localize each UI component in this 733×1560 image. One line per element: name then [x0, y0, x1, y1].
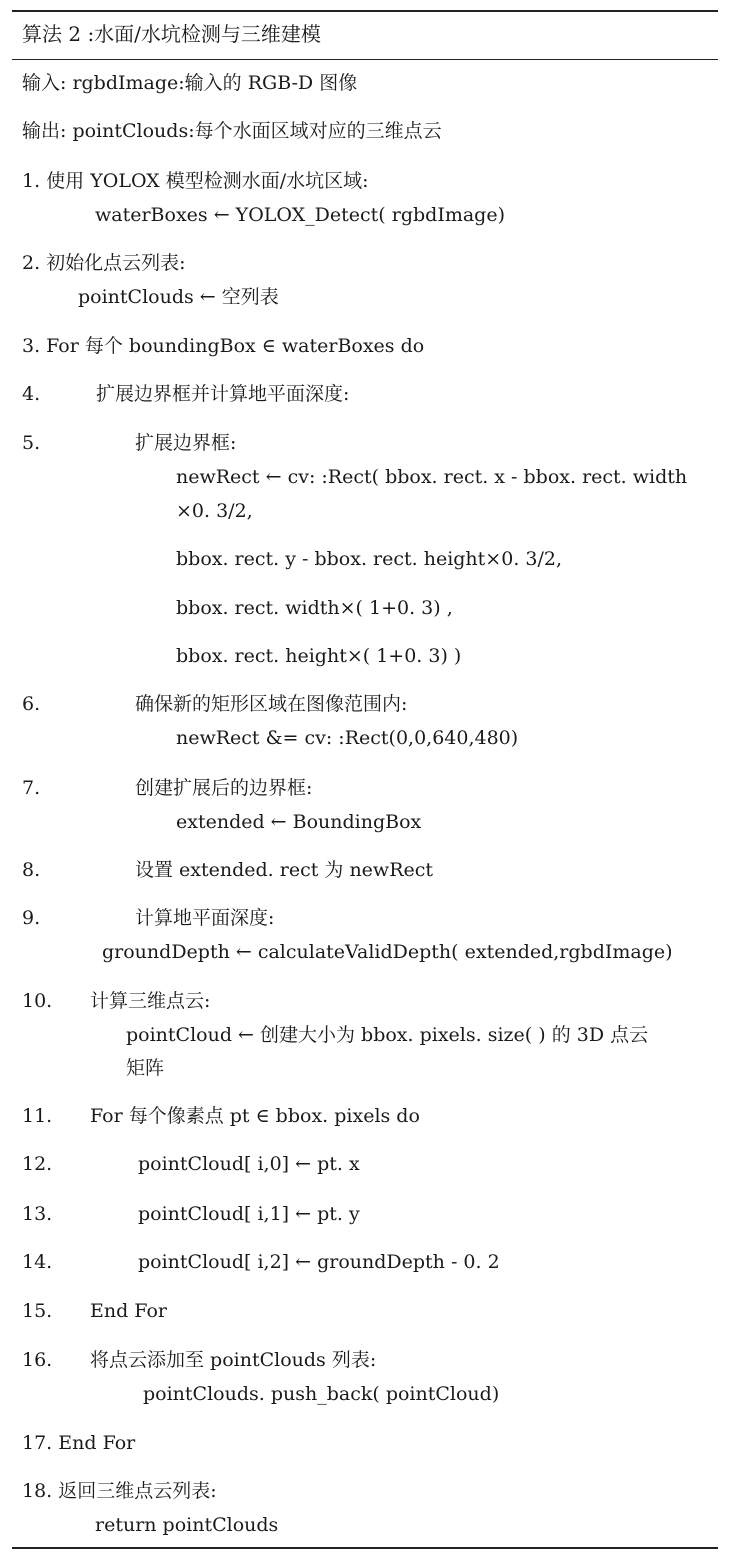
input-line: 输入: rgbdImage:输入的 RGB-D 图像 [22, 72, 358, 94]
step-3-text: 3. For 每个 boundingBox ∈ waterBoxes do [22, 335, 425, 357]
step-6-code: newRect &= cv: :Rect(0,0,640,480) [176, 727, 519, 749]
bottom-rule [12, 1547, 718, 1549]
step-8-text: 设置 extended. rect 为 newRect [135, 859, 434, 881]
step-5-code-1: newRect ← cv: :Rect( bbox. rect. x - bbox. rect. width [176, 466, 688, 488]
step-7-number: 7. [22, 777, 41, 799]
step-10-code-1: pointCloud ← 创建大小为 bbox. pixels. size( ) 的 3D 点云 [126, 1024, 649, 1046]
step-14-number: 14. [22, 1251, 53, 1273]
step-12-code: pointCloud[ i,0] ← pt. x [138, 1153, 360, 1175]
step-5-code-4: bbox. rect. width×( 1+0. 3) , [176, 597, 453, 619]
step-7-code: extended ← BoundingBox [176, 811, 422, 833]
step-9-number: 9. [22, 907, 41, 929]
step-10-text: 计算三维点云: [90, 990, 211, 1012]
step-13-number: 13. [22, 1203, 53, 1225]
step-11-number: 11. [22, 1105, 53, 1127]
step-15-text: End For [90, 1300, 167, 1322]
step-5-text: 扩展边界框: [135, 432, 237, 454]
step-16-text: 将点云添加至 pointClouds 列表: [90, 1349, 377, 1371]
step-8-number: 8. [22, 859, 41, 881]
step-2-code: pointClouds ← 空列表 [78, 286, 279, 308]
step-16-code: pointClouds. push_back( pointCloud) [143, 1383, 500, 1405]
step-9-text: 计算地平面深度: [135, 907, 275, 929]
step-5-code-2: ×0. 3/2, [176, 500, 253, 522]
step-5-number: 5. [22, 432, 41, 454]
step-5-code-5: bbox. rect. height×( 1+0. 3) ) [176, 645, 462, 667]
step-1-text: 1. 使用 YOLOX 模型检测水面/水坑区域: [22, 170, 369, 192]
output-line: 输出: pointClouds:每个水面区域对应的三维点云 [22, 120, 442, 142]
step-11-text: For 每个像素点 pt ∈ bbox. pixels do [90, 1105, 420, 1127]
step-10-code-2: 矩阵 [126, 1057, 165, 1079]
step-18-text: 18. 返回三维点云列表: [22, 1480, 217, 1502]
step-16-number: 16. [22, 1349, 53, 1371]
step-12-number: 12. [22, 1153, 53, 1175]
step-15-number: 15. [22, 1300, 53, 1322]
step-9-code: groundDepth ← calculateValidDepth( extended,rgbdImage) [102, 941, 673, 963]
step-6-text: 确保新的矩形区域在图像范围内: [135, 693, 408, 715]
top-rule [12, 10, 718, 12]
step-6-number: 6. [22, 693, 41, 715]
step-1-code: waterBoxes ← YOLOX_Detect( rgbdImage) [95, 204, 505, 226]
step-14-code: pointCloud[ i,2] ← groundDepth - 0. 2 [138, 1251, 500, 1273]
step-10-number: 10. [22, 990, 53, 1012]
step-4-text: 扩展边界框并计算地平面深度: [96, 383, 350, 405]
step-5-code-3: bbox. rect. y - bbox. rect. height×0. 3/2, [176, 548, 563, 570]
step-7-text: 创建扩展后的边界框: [135, 777, 313, 799]
header-rule [12, 59, 718, 60]
step-13-code: pointCloud[ i,1] ← pt. y [138, 1203, 360, 1225]
algorithm-title: 算法 2 :水面/水坑检测与三维建模 [22, 22, 321, 46]
step-17-text: 17. End For [22, 1432, 136, 1454]
step-18-code: return pointClouds [95, 1514, 279, 1536]
step-4-number: 4. [22, 383, 41, 405]
step-2-text: 2. 初始化点云列表: [22, 252, 186, 274]
